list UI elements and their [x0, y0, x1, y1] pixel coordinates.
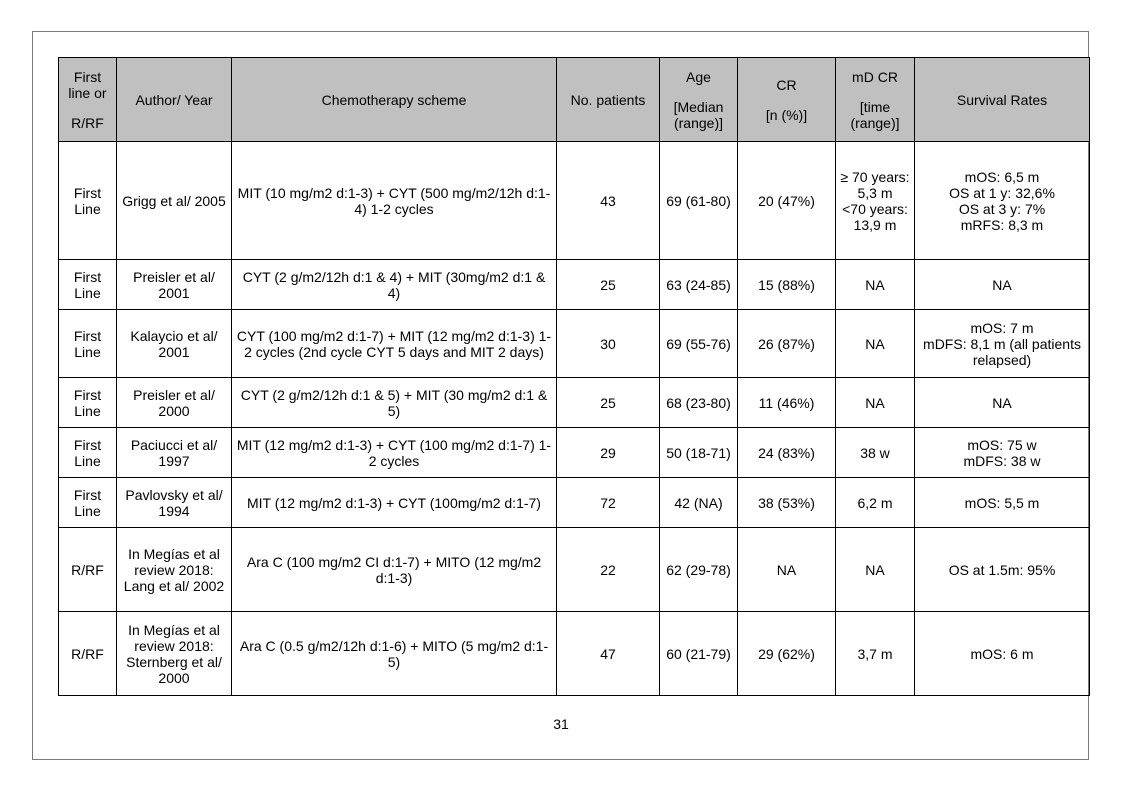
cell-author: Grigg et al/ 2005: [117, 142, 232, 260]
cell-survival: [915, 528, 1090, 612]
header-row: [59, 58, 1090, 142]
cell-cr: NA: [738, 528, 836, 612]
cell-survival: [915, 612, 1090, 696]
table-row: [59, 260, 1090, 310]
cell-line: R/RF: [59, 612, 117, 696]
header-patients: [557, 58, 660, 142]
cell-cr: 11 (46%): [738, 378, 836, 428]
cell-scheme: MIT (10 mg/m2 d:1-3) + CYT (500 mg/m2/12h d:1-4) 1-2 cycles: [232, 142, 557, 260]
mdcr-line: 3,7 m: [857, 645, 893, 662]
mdcr-line: NA: [865, 394, 885, 411]
cell-survival: [915, 478, 1090, 528]
header-line-sub: R/RF: [71, 114, 104, 131]
header-cr-sub: [n (%)]: [765, 106, 808, 123]
cell-cr: 15 (88%): [738, 260, 836, 310]
cell-line: R/RF: [59, 528, 117, 612]
cell-scheme: Ara C (100 mg/m2 CI d:1-7) + MITO (12 mg/m2 d:1-3): [232, 528, 557, 612]
header-author-label: Author/ Year: [135, 91, 213, 108]
header-line-main: First line or: [68, 68, 107, 101]
cell-patients: 29: [557, 428, 660, 478]
survival-line: mOS: 6,5 m: [964, 168, 1040, 185]
header-age: [660, 58, 738, 142]
cell-age: 50 (18-71): [660, 428, 738, 478]
survival-line: mOS: 6 m: [970, 645, 1034, 662]
cell-author: Kalaycio et al/ 2001: [117, 310, 232, 378]
cell-line: First Line: [59, 260, 117, 310]
cell-author: In Megías et al review 2018: Lang et al/ 2002: [117, 528, 232, 612]
chemotherapy-table: [58, 57, 1090, 696]
cell-line: First Line: [59, 428, 117, 478]
cell-cr: 29 (62%): [738, 612, 836, 696]
cell-mdcr: [836, 528, 915, 612]
mdcr-line: 6,2 m: [857, 494, 893, 511]
cell-age: 62 (29-78): [660, 528, 738, 612]
cell-patients: 22: [557, 528, 660, 612]
survival-line: OS at 1.5m: 95%: [948, 561, 1056, 578]
cell-age: 63 (24-85): [660, 260, 738, 310]
header-patients-label: No. patients: [570, 91, 646, 108]
mdcr-line: <70 years: 13,9 m: [842, 200, 908, 233]
mdcr-line: NA: [865, 276, 885, 293]
cell-author: Pavlovsky et al/ 1994: [117, 478, 232, 528]
cell-mdcr: [836, 310, 915, 378]
cell-age: 69 (61-80): [660, 142, 738, 260]
header-age-sub: [Median (range)]: [673, 98, 724, 131]
mdcr-line: ≥ 70 years: 5,3 m: [840, 168, 910, 201]
mdcr-line: NA: [865, 335, 885, 352]
header-scheme: [232, 58, 557, 142]
cell-scheme: CYT (100 mg/m2 d:1-7) + MIT (12 mg/m2 d:1-3) 1-2 cycles (2nd cycle CYT 5 days and MIT 2 days): [232, 310, 557, 378]
survival-line: mDFS: 8,1 m (all patients relapsed): [923, 335, 1081, 368]
survival-line: mDFS: 38 w: [963, 452, 1041, 469]
cell-line: First Line: [59, 378, 117, 428]
cell-mdcr: [836, 428, 915, 478]
cell-line: First Line: [59, 310, 117, 378]
cell-age: 42 (NA): [660, 478, 738, 528]
cell-scheme: MIT (12 mg/m2 d:1-3) + CYT (100mg/m2 d:1-7): [232, 478, 557, 528]
cell-survival: [915, 428, 1090, 478]
cell-mdcr: [836, 260, 915, 310]
cell-cr: 38 (53%): [738, 478, 836, 528]
cell-author: Paciucci et al/ 1997: [117, 428, 232, 478]
survival-line: mRFS: 8,3 m: [960, 216, 1044, 233]
cell-survival: [915, 142, 1090, 260]
header-age-main: Age: [686, 68, 711, 85]
header-cr: [738, 58, 836, 142]
cell-mdcr: [836, 612, 915, 696]
header-author: [117, 58, 232, 142]
cell-patients: 25: [557, 378, 660, 428]
survival-line: mOS: 75 w: [967, 436, 1037, 453]
cell-patients: 30: [557, 310, 660, 378]
header-survival-label: Survival Rates: [956, 91, 1048, 108]
table-row: [59, 528, 1090, 612]
cell-age: 68 (23-80): [660, 378, 738, 428]
table-row: [59, 378, 1090, 428]
cell-scheme: MIT (12 mg/m2 d:1-3) + CYT (100 mg/m2 d:1-7) 1-2 cycles: [232, 428, 557, 478]
cell-author: Preisler et al/ 2001: [117, 260, 232, 310]
survival-line: NA: [992, 394, 1012, 411]
cell-patients: 25: [557, 260, 660, 310]
cell-patients: 47: [557, 612, 660, 696]
cell-line: First Line: [59, 478, 117, 528]
header-mdcr-sub: [time (range)]: [850, 98, 900, 131]
cell-scheme: CYT (2 g/m2/12h d:1 & 4) + MIT (30mg/m2 d:1 & 4): [232, 260, 557, 310]
header-survival: [915, 58, 1090, 142]
survival-line: NA: [992, 276, 1012, 293]
cell-cr: 24 (83%): [738, 428, 836, 478]
header-mdcr-main: mD CR: [852, 68, 898, 85]
cell-author: In Megías et al review 2018: Sternberg et al/ 2000: [117, 612, 232, 696]
cell-survival: [915, 260, 1090, 310]
cell-line: First Line: [59, 142, 117, 260]
table-row: [59, 428, 1090, 478]
cell-scheme: Ara C (0.5 g/m2/12h d:1-6) + MITO (5 mg/m2 d:1-5): [232, 612, 557, 696]
header-cr-main: CR: [776, 76, 797, 93]
cell-survival: [915, 378, 1090, 428]
cell-cr: 20 (47%): [738, 142, 836, 260]
survival-line: OS at 3 y: 7%: [958, 200, 1046, 217]
survival-line: mOS: 7 m: [970, 319, 1034, 336]
cell-cr: 26 (87%): [738, 310, 836, 378]
cell-patients: 43: [557, 142, 660, 260]
survival-line: OS at 1 y: 32,6%: [949, 184, 1055, 201]
header-scheme-label: Chemotherapy scheme: [321, 91, 467, 108]
page-number: 31: [553, 716, 569, 732]
cell-patients: 72: [557, 478, 660, 528]
table-row: [59, 310, 1090, 378]
table-row: [59, 478, 1090, 528]
cell-age: 69 (55-76): [660, 310, 738, 378]
cell-survival: [915, 310, 1090, 378]
cell-scheme: CYT (2 g/m2/12h d:1 & 5) + MIT (30 mg/m2 d:1 & 5): [232, 378, 557, 428]
cell-mdcr: [836, 478, 915, 528]
table-row: [59, 142, 1090, 260]
table-row: [59, 612, 1090, 696]
cell-age: 60 (21-79): [660, 612, 738, 696]
cell-mdcr: [836, 378, 915, 428]
mdcr-line: NA: [865, 561, 885, 578]
mdcr-line: 38 w: [860, 444, 890, 461]
cell-mdcr: [836, 142, 915, 260]
cell-author: Preisler et al/ 2000: [117, 378, 232, 428]
survival-line: mOS: 5,5 m: [964, 494, 1040, 511]
header-line: [59, 58, 117, 142]
header-mdcr: [836, 58, 915, 142]
